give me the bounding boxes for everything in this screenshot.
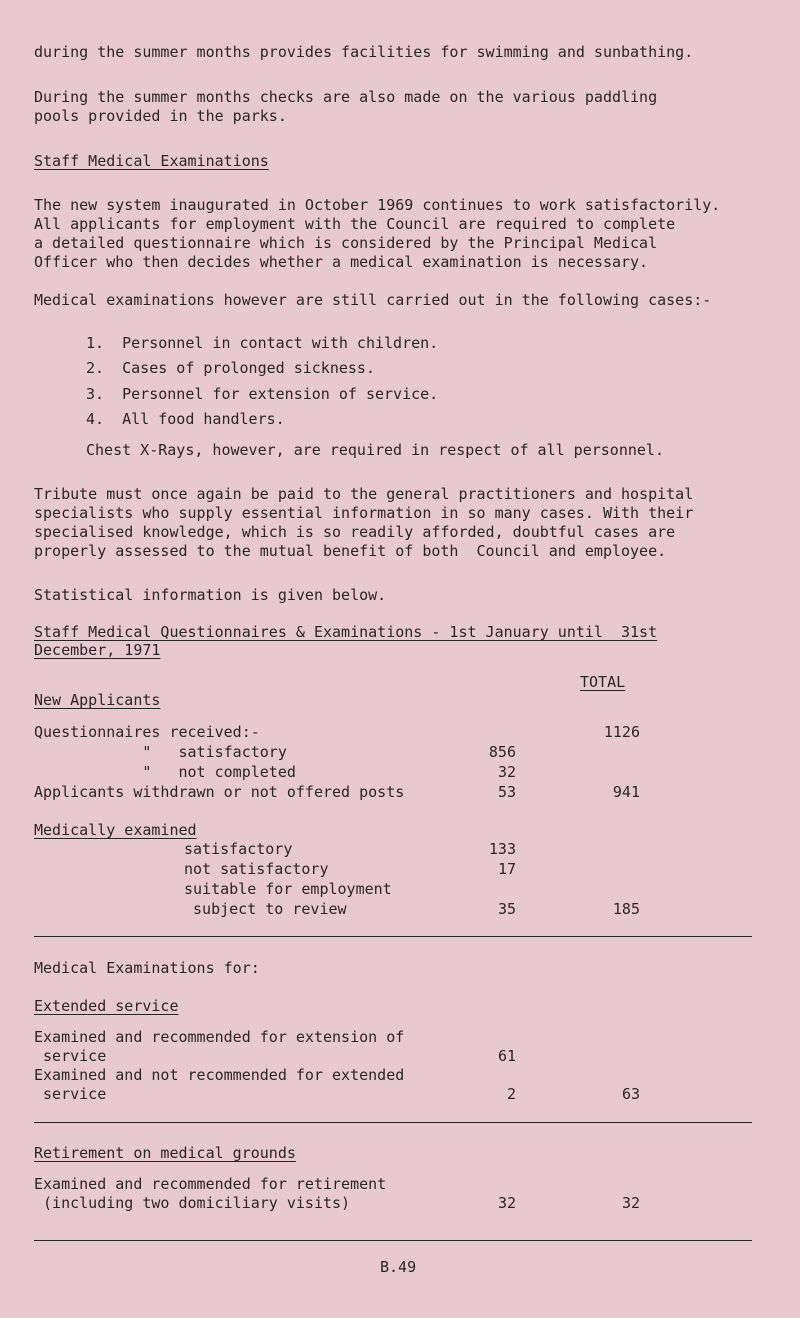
- staff-paragraph-1-line-4: Officer who then decides whether a medical examination is necessary.: [34, 253, 649, 271]
- table-row-subtotal: 35: [497, 900, 516, 918]
- table-row-label: Applicants withdrawn or not offered posts: [34, 783, 405, 801]
- table-row-total: 941: [612, 783, 640, 801]
- table-row-subtotal: 53: [497, 783, 516, 801]
- staff-paragraph-1-line-1: The new system inaugurated in October 1969 continues to work satisfactorily.: [34, 196, 721, 214]
- staff-paragraph-2: Medical examinations however are still carried out in the following cases:-: [34, 291, 712, 309]
- table-row-label: service: [34, 1085, 107, 1103]
- table-row-label: (including two domiciliary visits): [34, 1194, 351, 1212]
- table-row-label: suitable for employment: [184, 880, 392, 898]
- new-applicants-heading: New Applicants: [34, 691, 161, 709]
- intro-paragraph-2-line-1: During the summer months checks are also made on the various paddling: [34, 88, 658, 106]
- staff-paragraph-1-line-2: All applicants for employment with the Council are required to complete: [34, 215, 676, 233]
- extended-service-heading: Extended service: [34, 997, 179, 1015]
- table-row-subtotal: 61: [497, 1047, 516, 1065]
- intro-paragraph-2-line-2: pools provided in the parks.: [34, 107, 287, 125]
- table-row-label: service: [34, 1047, 107, 1065]
- table-row-subtotal: 32: [497, 1194, 516, 1212]
- medical-exams-for-heading: Medical Examinations for:: [34, 959, 260, 977]
- case-item-1: 1. Personnel in contact with children.: [86, 334, 439, 352]
- medically-examined-heading: Medically examined: [34, 821, 197, 839]
- tribute-line-3: specialised knowledge, which is so readily afforded, doubtful cases are: [34, 523, 676, 541]
- section-divider: [34, 1122, 752, 1123]
- table-row-subtotal: 32: [497, 763, 516, 781]
- table-row-subtotal: 2: [506, 1085, 516, 1103]
- section-divider: [34, 936, 752, 937]
- tribute-line-4: properly assessed to the mutual benefit of both Council and employee.: [34, 542, 667, 560]
- tribute-line-1: Tribute must once again be paid to the general practitioners and hospital: [34, 485, 694, 503]
- intro-paragraph-1: during the summer months provides facilities for swimming and sunbathing.: [34, 43, 694, 61]
- case-item-2: 2. Cases of prolonged sickness.: [86, 359, 375, 377]
- table-row-label: " not completed: [34, 763, 296, 781]
- table-row-subtotal: 856: [488, 743, 516, 761]
- tribute-line-2: specialists who supply essential information in so many cases. With their: [34, 504, 694, 522]
- table-title-line-2: December, 1971: [34, 641, 161, 659]
- table-row-label: " satisfactory: [34, 743, 287, 761]
- table-row-label: not satisfactory: [184, 860, 329, 878]
- table-row-subtotal: 17: [497, 860, 516, 878]
- statistical-info-line: Statistical information is given below.: [34, 586, 387, 604]
- table-row-total: 63: [621, 1085, 640, 1103]
- table-row-total: 32: [621, 1194, 640, 1212]
- staff-paragraph-1-line-3: a detailed questionnaire which is considered by the Principal Medical: [34, 234, 658, 252]
- xray-note: Chest X-Rays, however, are required in respect of all personnel.: [86, 441, 664, 459]
- table-row-label: Examined and recommended for extension of: [34, 1028, 405, 1046]
- table-title-line-1: Staff Medical Questionnaires & Examinations - 1st January until 31st: [34, 623, 658, 641]
- section-divider: [34, 1240, 752, 1241]
- table-row-label: Examined and recommended for retirement: [34, 1175, 387, 1193]
- section-heading-staff-medical: Staff Medical Examinations: [34, 152, 269, 170]
- total-column-header: TOTAL: [580, 673, 626, 691]
- table-row-label: satisfactory: [184, 840, 293, 858]
- table-row-label: subject to review: [184, 900, 347, 918]
- table-row-subtotal: 133: [488, 840, 516, 858]
- page-number: B.49: [380, 1258, 417, 1276]
- case-item-3: 3. Personnel for extension of service.: [86, 385, 439, 403]
- case-item-4: 4. All food handlers.: [86, 410, 285, 428]
- retirement-heading: Retirement on medical grounds: [34, 1144, 296, 1162]
- table-row-total: 1126: [603, 723, 640, 741]
- table-row-label: Questionnaires received:-: [34, 723, 260, 741]
- table-row-label: Examined and not recommended for extended: [34, 1066, 405, 1084]
- table-row-total: 185: [612, 900, 640, 918]
